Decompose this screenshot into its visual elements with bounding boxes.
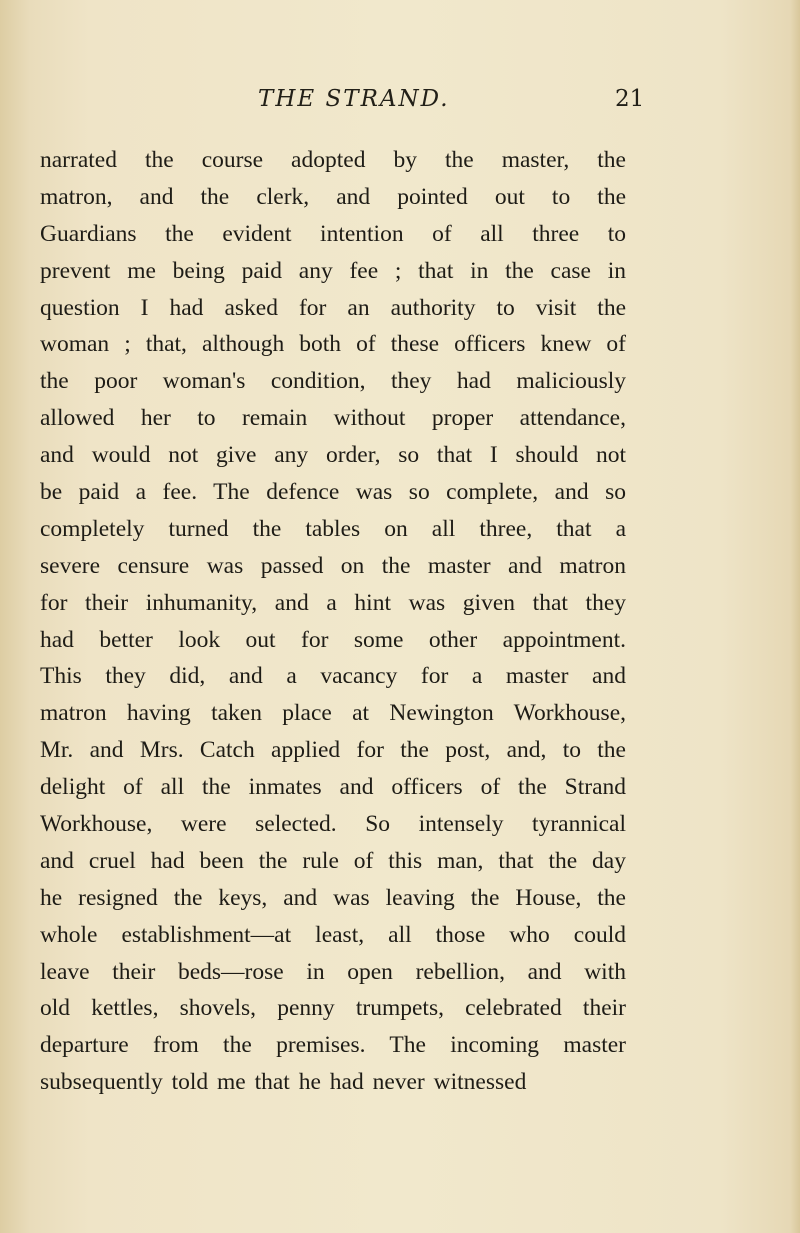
text-line: departure from the premises. The incoming master xyxy=(40,1032,626,1059)
text-line: matron, and the clerk, and pointed out to the xyxy=(40,183,626,210)
text-line: allowed her to remain without proper attendance, xyxy=(40,405,626,432)
text-line: whole establishment—at least, all those who could xyxy=(40,921,626,948)
text-line: delight of all the inmates and officers of the Strand xyxy=(40,774,626,801)
text-line: narrated the course adopted by the master, the xyxy=(40,147,626,173)
text-line: This they did, and a vacancy for a master and xyxy=(40,663,626,690)
text-line: the poor woman's condition, they had maliciously xyxy=(40,368,626,395)
text-line: and cruel had been the rule of this man, that the day xyxy=(40,847,626,874)
text-line: question I had asked for an authority to visit the xyxy=(40,294,626,321)
text-line: be paid a fee. The defence was so complete, and so xyxy=(40,479,626,506)
text-line: subsequently told me that he had never witnessed xyxy=(40,1069,527,1096)
text-line: Mr. and Mrs. Catch applied for the post, and, to the xyxy=(40,737,626,764)
text-line: Workhouse, were selected. So intensely tyrannical xyxy=(40,811,626,838)
text-line: woman ; that, although both of these officers knew of xyxy=(40,331,626,358)
text-line: matron having taken place at Newington Workhouse, xyxy=(40,700,626,727)
text-line: Guardians the evident intention of all three to xyxy=(40,220,626,247)
body-text xyxy=(40,142,626,1101)
running-title: THE STRAND. xyxy=(258,86,450,112)
running-head xyxy=(40,86,645,120)
text-line: he resigned the keys, and was leaving the House, the xyxy=(40,884,626,911)
page-number: 21 xyxy=(615,86,645,112)
text-line: had better look out for some other appointment. xyxy=(40,626,626,653)
text-line: severe censure was passed on the master and matron xyxy=(40,552,626,579)
text-line: old kettles, shovels, penny trumpets, celebrated their xyxy=(40,995,626,1022)
text-line: completely turned the tables on all three, that a xyxy=(40,515,626,542)
text-line: prevent me being paid any fee ; that in the case in xyxy=(40,257,626,284)
text-line: and would not give any order, so that I should not xyxy=(40,442,626,469)
text-line: for their inhumanity, and a hint was given that they xyxy=(40,589,626,616)
text-line: leave their beds—rose in open rebellion, and with xyxy=(40,958,626,985)
